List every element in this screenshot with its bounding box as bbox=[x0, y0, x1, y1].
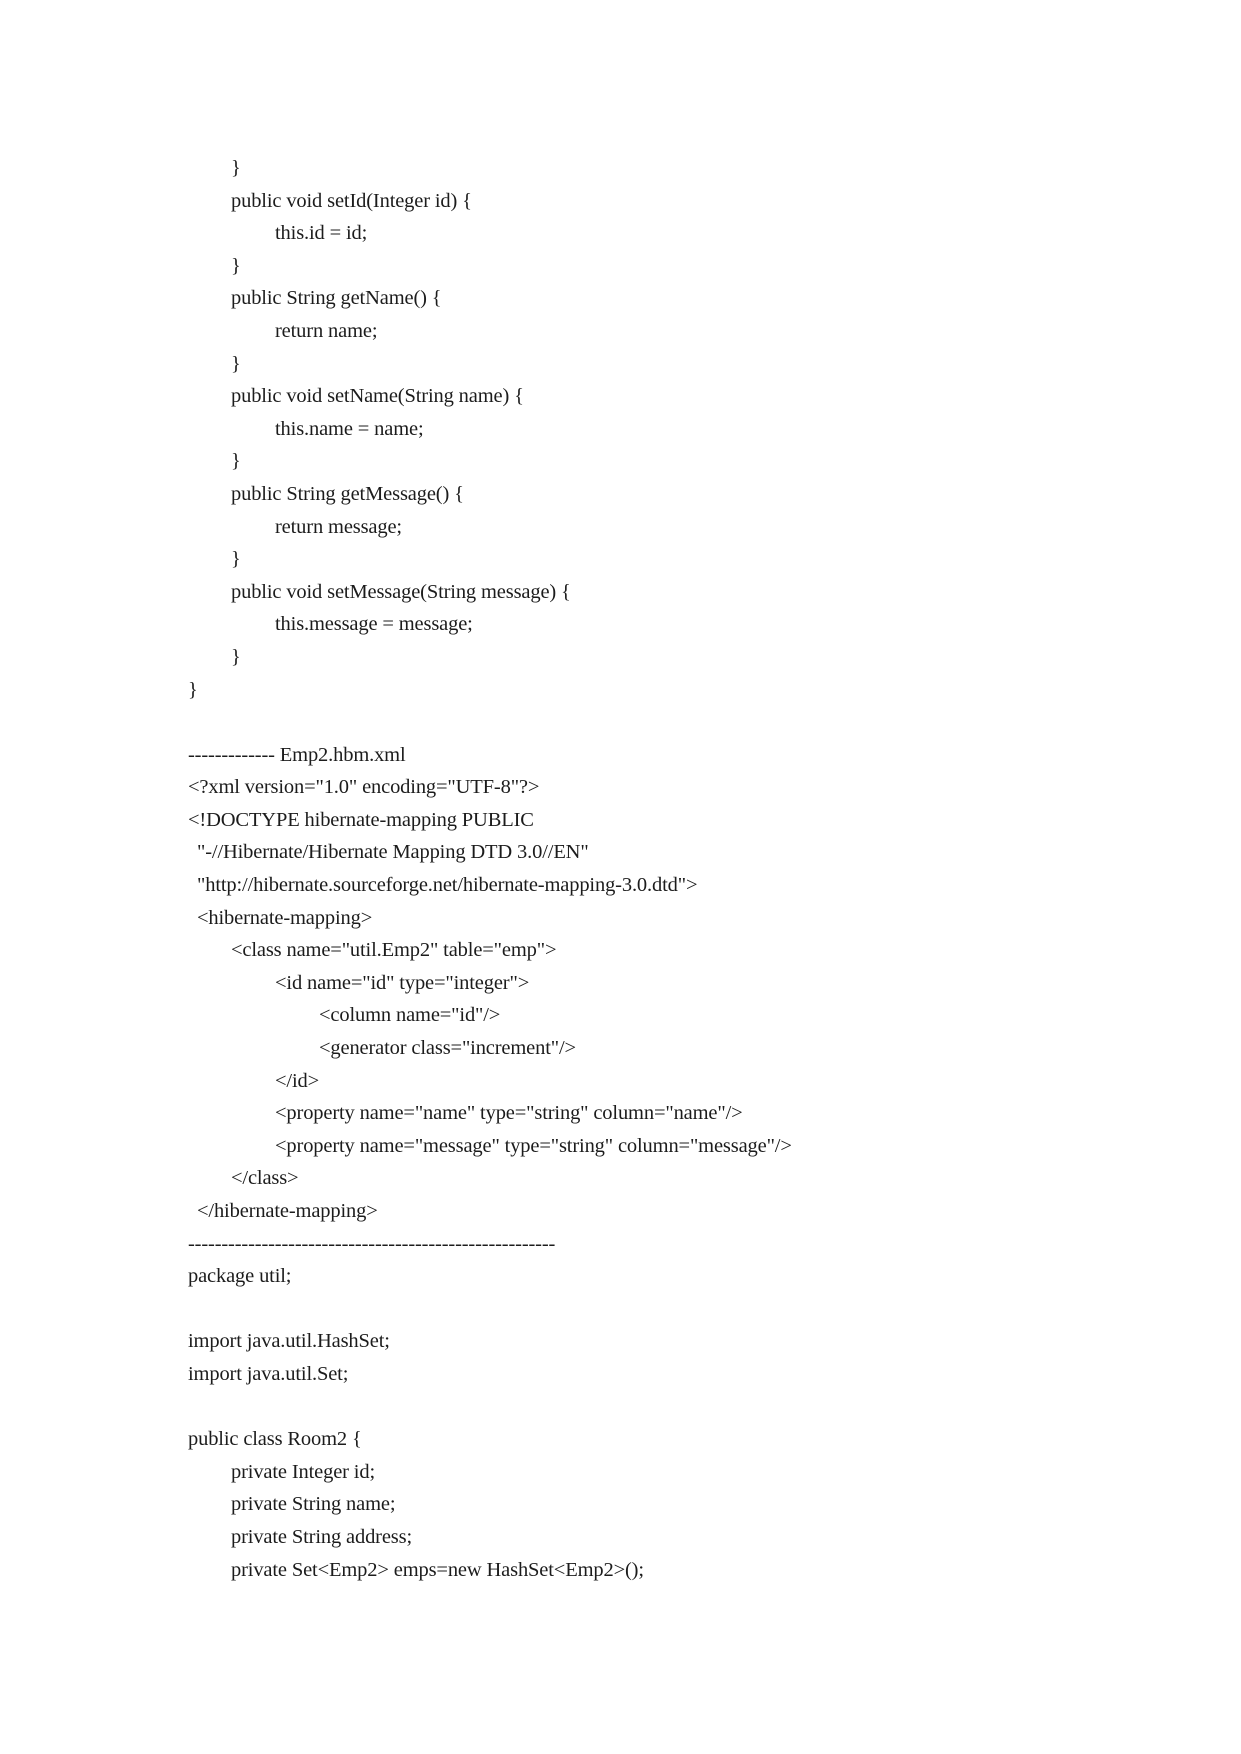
code-line: <!DOCTYPE hibernate-mapping PUBLIC bbox=[188, 808, 534, 831]
code-line: this.message = message; bbox=[275, 613, 473, 636]
code-line: <property name="name" type="string" column="name"/> bbox=[275, 1102, 743, 1125]
code-line: <column name="id"/> bbox=[319, 1004, 501, 1027]
code-line: private String name; bbox=[231, 1493, 396, 1516]
code-line: return message; bbox=[275, 515, 402, 538]
code-line: } bbox=[231, 157, 241, 179]
code-line: <?xml version="1.0" encoding="UTF-8"?> bbox=[188, 776, 540, 799]
code-line: public String getName() { bbox=[231, 287, 442, 310]
code-line: "http://hibernate.sourceforge.net/hibernate-mapping-3.0.dtd"> bbox=[197, 874, 698, 897]
code-line: private String address; bbox=[231, 1525, 413, 1548]
code-line: </id> bbox=[275, 1069, 320, 1092]
code-line: private Set<Emp2> emps=new HashSet<Emp2>(); bbox=[231, 1558, 644, 1581]
code-line: ------------------------------------------------------- bbox=[188, 1232, 556, 1255]
code-listing bbox=[188, 152, 1088, 1586]
code-line bbox=[188, 706, 1088, 739]
code-line: import java.util.Set; bbox=[188, 1362, 349, 1385]
code-line: ------------- Emp2.hbm.xml bbox=[188, 743, 406, 766]
code-line: "-//Hibernate/Hibernate Mapping DTD 3.0//EN" bbox=[197, 841, 589, 864]
code-line: </class> bbox=[231, 1167, 299, 1190]
code-line: import java.util.HashSet; bbox=[188, 1330, 390, 1353]
code-line: public void setName(String name) { bbox=[231, 385, 524, 408]
code-line bbox=[188, 1391, 1088, 1424]
code-line: private Integer id; bbox=[231, 1460, 376, 1483]
code-line: this.name = name; bbox=[275, 417, 424, 440]
code-line: public String getMessage() { bbox=[231, 482, 464, 505]
code-line: public class Room2 { bbox=[188, 1428, 362, 1451]
code-line: <hibernate-mapping> bbox=[197, 906, 373, 929]
code-line: <property name="message" type="string" column="message"/> bbox=[275, 1134, 792, 1157]
code-line: return name; bbox=[275, 319, 378, 342]
code-line: <class name="util.Emp2" table="emp"> bbox=[231, 939, 557, 962]
code-line: public void setId(Integer id) { bbox=[231, 189, 472, 212]
code-line: </hibernate-mapping> bbox=[197, 1200, 378, 1222]
code-line: } bbox=[231, 450, 241, 473]
code-line: } bbox=[231, 548, 241, 571]
code-line: this.id = id; bbox=[275, 222, 368, 245]
code-line: } bbox=[188, 678, 198, 701]
code-line: <id name="id" type="integer"> bbox=[275, 971, 530, 994]
code-line: } bbox=[231, 645, 241, 668]
code-line: } bbox=[231, 254, 241, 277]
code-line bbox=[188, 1293, 1088, 1326]
code-line: <generator class="increment"/> bbox=[319, 1037, 576, 1060]
code-line: } bbox=[231, 352, 241, 375]
code-line: package util; bbox=[188, 1265, 292, 1288]
code-line: public void setMessage(String message) { bbox=[231, 580, 571, 603]
